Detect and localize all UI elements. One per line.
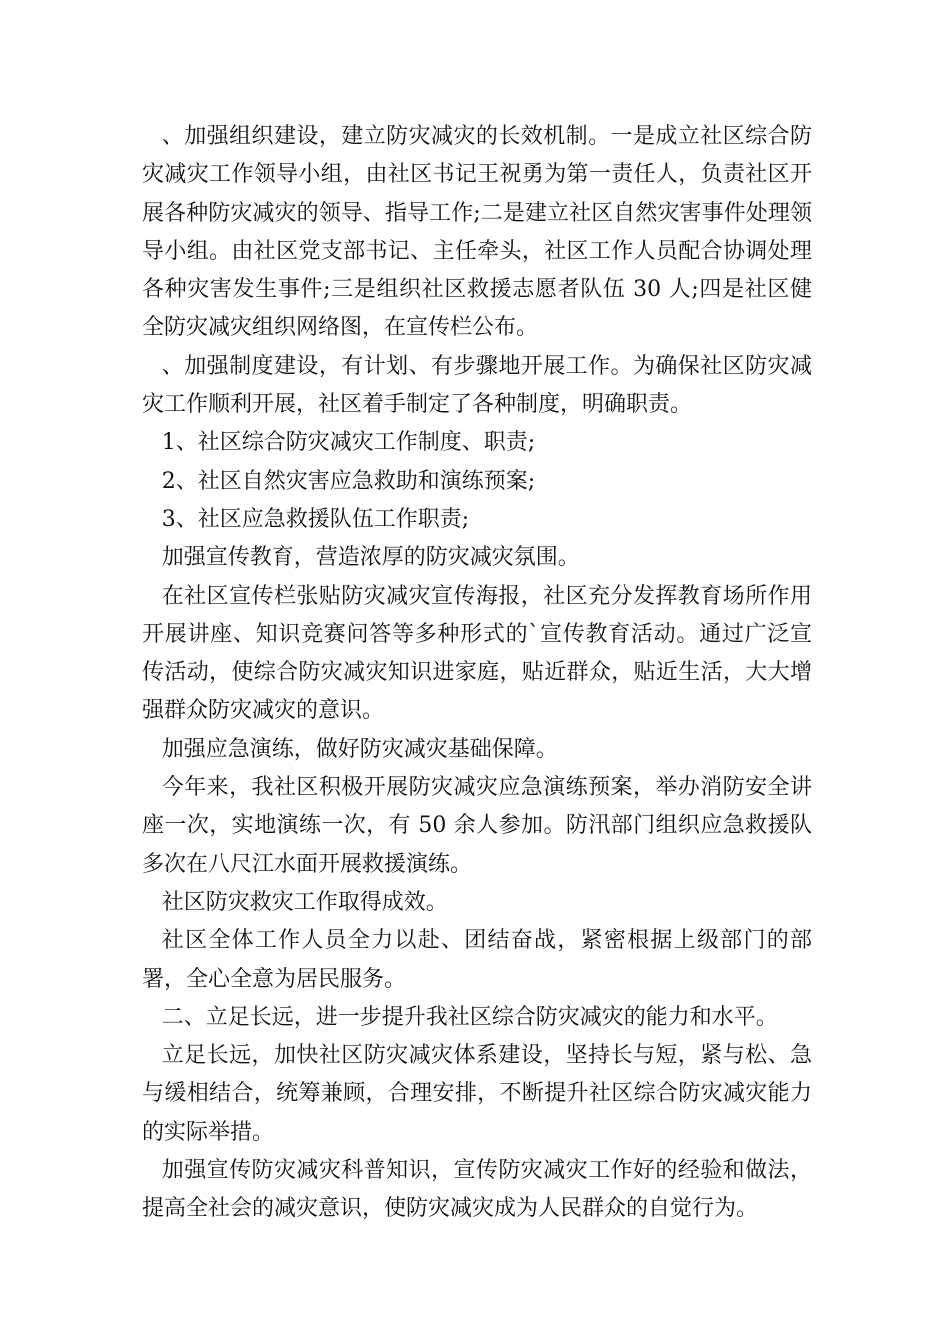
- heading-drills: 加强应急演练，做好防灾减灾基础保障。: [161, 736, 558, 762]
- heading-publicity: 加强宣传教育，营造浓厚的防灾减灾氛围。: [161, 545, 580, 571]
- paragraph-publicity: 在社区宣传栏张贴防灾减灾宣传海报，社区充分发挥教育场所作用开展讲座、知识竞赛问答等多种形式的`宣传教育活动。通过广泛宣传活动，使综合防灾减灾知识进家庭，贴近群众，贴近生活，大大增强群众防灾减灾的意识。: [142, 583, 812, 724]
- heading-results: 社区防灾救灾工作取得成效。: [161, 889, 448, 915]
- heading-section-two: 二、立足长远，进一步提升我社区综合防灾减灾的能力和水平。: [161, 1004, 778, 1030]
- list-item-system-1: 1、社区综合防灾减灾工作制度、职责;: [161, 430, 536, 456]
- paragraph-long-term: 立足长远，加快社区防灾减灾体系建设，坚持长与短，紧与松、急与缓相结合，统筹兼顾，合理安排，不断提升社区综合防灾减灾能力的实际举措。: [142, 1043, 812, 1145]
- paragraph-organization: 、加强组织建设，建立防灾减灾的长效机制。一是成立社区综合防灾减灾工作领导小组，由社区书记王祝勇为第一责任人，负责社区开展各种防灾减灾的领导、指导工作;二是建立社区自然灾害事件处理领导小组。由社区党支部书记、主任牵头，社区工作人员配合协调处理各种灾害发生事件;三是组织社区救援志愿者队伍 30 人;四是社区健全防灾减灾组织网络图，在宣传栏公布。: [142, 124, 812, 341]
- paragraph-results: 社区全体工作人员全力以赴、团结奋战，紧密根据上级部门的部署，全心全意为居民服务。: [142, 928, 812, 992]
- list-item-system-2: 2、社区自然灾害应急救助和演练预案;: [161, 468, 536, 494]
- document-body: [142, 118, 812, 1229]
- list-item-system-3: 3、社区应急救援队伍工作职责;: [161, 506, 470, 532]
- paragraph-drills: 今年来，我社区积极开展防灾减灾应急演练预案，举办消防安全讲座一次，实地演练一次，有 50 余人参加。防汛部门组织应急救援队多次在八尺江水面开展救援演练。: [142, 775, 812, 877]
- paragraph-science-publicity: 加强宣传防灾减灾科普知识，宣传防灾减灾工作好的经验和做法，提高全社会的减灾意识，使防灾减灾成为人民群众的自觉行为。: [142, 1158, 812, 1222]
- paragraph-system: 、加强制度建设，有计划、有步骤地开展工作。为确保社区防灾减灾工作顺利开展，社区着手制定了各种制度，明确职责。: [142, 353, 812, 418]
